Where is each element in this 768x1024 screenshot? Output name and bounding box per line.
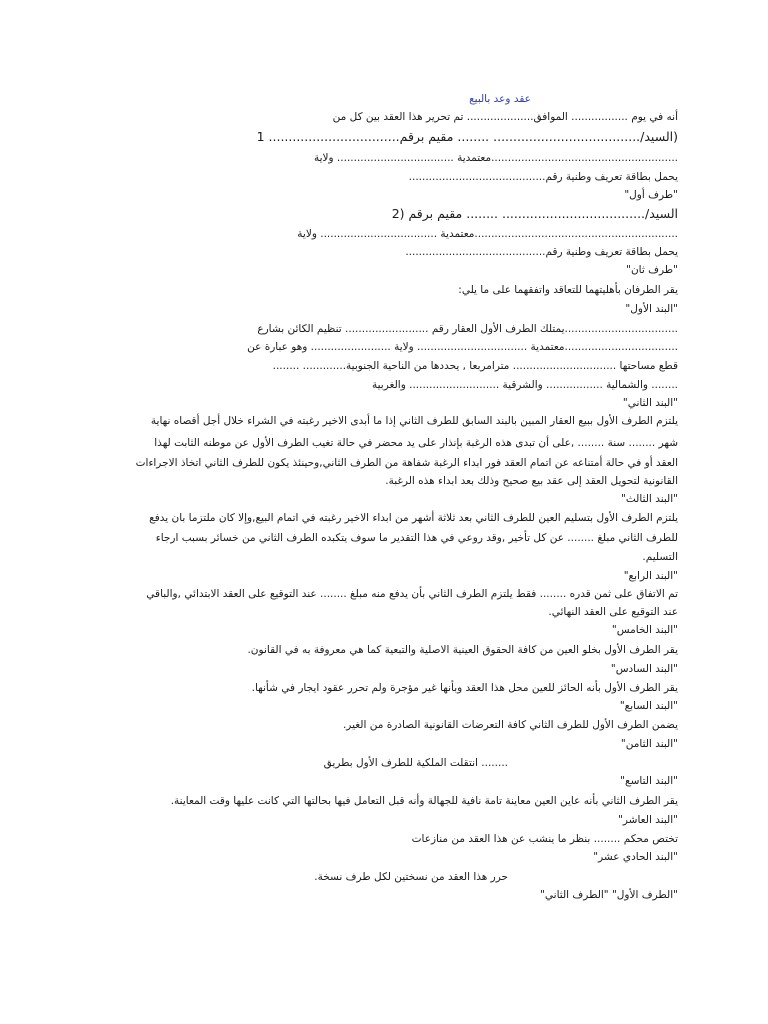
text-line: ..................................يمتلك الطرف الأول العقار رقم ......................... تنظيم الكائن بشارع xyxy=(257,323,678,335)
text-line: "البند السابع" xyxy=(619,700,678,712)
text-line: "البند الثامن" xyxy=(620,738,678,750)
text-line: تختص محكم ........ بنظر ما ينشب عن هذا العقد من منازعات xyxy=(411,833,678,845)
text-line: العقد أو في حالة أمتناعه عن اتمام العقد فور ابداء الرغبة شفاهة من الطرف الثاني,وحينئذ يكون للطرف الثاني اتخاذ الاجراءات xyxy=(135,457,678,469)
text-line: حرر هذا العقد من نسختين لكل طرف نسخة. xyxy=(314,871,508,883)
document-title: عقد وعد بالبيع xyxy=(469,93,531,105)
text-line: يقر الطرف الأول بأنه الحائز للعين محل هذا العقد وبأنها غير مؤجرة ولم تحرر عقود ايجار في شأنها. xyxy=(251,682,678,694)
text-line: "طرف ثان" xyxy=(626,264,678,276)
text-line: عند التوقيع على العقد النهائي. xyxy=(548,606,678,618)
text-line: شهر ........ سنة ........ ,على أن تبدى هذه الرغبة بإنذار على يد محضر في حالة تغيب الطرف الأول عن موطنه الثابت لهذا xyxy=(154,437,678,449)
text-line: "البند التاسع" xyxy=(620,775,678,787)
text-line: "البند الثالث" xyxy=(621,493,678,505)
text-line: "البند الثاني" xyxy=(622,397,678,409)
text-line: يحمل بطاقة تعريف وطنية رقم.......................................... xyxy=(405,246,678,258)
text-line: ........ والشمالية ................. والشرقية ........................... والغربية xyxy=(372,379,678,391)
text-line: ........ انتقلت الملكية للطرف الأول بطريق xyxy=(323,757,508,769)
text-line: ........................................................معتمدية ................................... ولاية xyxy=(313,152,678,164)
text-line: "البند الرابع" xyxy=(623,570,678,582)
text-line: يحمل بطاقة تعريف وطنية رقم......................................... xyxy=(408,171,678,183)
text-line: يضمن الطرف الأول للطرف الثاني كافة التعرضات القانونية الصادرة من الغير. xyxy=(342,719,678,731)
text-line: "البند الخامس" xyxy=(611,624,678,636)
text-line: (السيد/..................................... ........ مقيم برقم................................. 1 xyxy=(256,129,678,144)
text-line: تم الاتفاق على ثمن قدره ........ فقط يلتزم الطرف الثاني بأن يدفع منه مبلغ ........ عند التوقيع على العقد الابتدائي ,والباقي xyxy=(146,588,678,600)
text-line: "طرف أول" xyxy=(624,189,678,201)
text-line: القانونية لتحويل العقد إلى عقد بيع صحيح وذلك بعد ابداء هذه الرغبة. xyxy=(385,475,678,487)
text-line: التسليم. xyxy=(642,551,678,563)
text-line: للطرف الثاني مبلغ ........ عن كل تأخير ,وقد روعي في هذا التقدير ما سوف يتكبده الطرف الثاني من خسائر بسبب ارجاء xyxy=(155,532,678,544)
text-line: قطع مساحتها ............................... مترامربعا , يحددها من الناحية الجنوبية............. ........ xyxy=(272,360,678,372)
text-line: "البند الأول" xyxy=(625,303,678,315)
text-line: يقر الطرف الثاني بأنه عاين العين معاينة تامة نافية للجهالة وأنه قبل التعامل فيها بحالتها التي كانت عليها وقت المعاينة. xyxy=(170,795,678,807)
text-line: "البند السادس" xyxy=(610,663,678,675)
text-line: يقر الطرفان بأهليتهما للتعاقد واتفقهما على ما يلي: xyxy=(458,284,678,296)
text-line: يلتزم الطرف الأول ببيع العقار المبين بالبند السابق للطرف الثاني إذا ما أبدى الاخير رغبته في الشراء خلال أجل أقصاه نهاية xyxy=(150,415,678,427)
text-line: .............................................................معتمدية ................................... ولاية xyxy=(297,228,678,240)
text-line: أنه في يوم ................. الموافق.................... تم تحرير هذا العقد بين كل من xyxy=(332,111,678,123)
text-line: "البند العاشر" xyxy=(618,814,678,826)
text-line: يلتزم الطرف الأول بتسليم العين للطرف الثاني بعد ثلاثة أشهر من ابداء الاخير رغبته في اتمام البيع,وإلا كان ملتزما بان يدفع xyxy=(149,512,678,524)
signature-labels: "الطرف الأول" "الطرف الثاني" xyxy=(540,889,678,901)
text-line: ..................................معتمدية ................................. ولاية ........................ وهو عبارة عن xyxy=(247,341,678,353)
text-line: السيد/.................................... ........ مقيم برقم (2 xyxy=(391,206,678,221)
text-line: يقر الطرف الأول بخلو العين من كافة الحقوق العينية الاصلية والتبعية كما هي معروفة به في القانون. xyxy=(247,644,678,656)
text-line: "البند الحادي عشر" xyxy=(593,851,678,863)
